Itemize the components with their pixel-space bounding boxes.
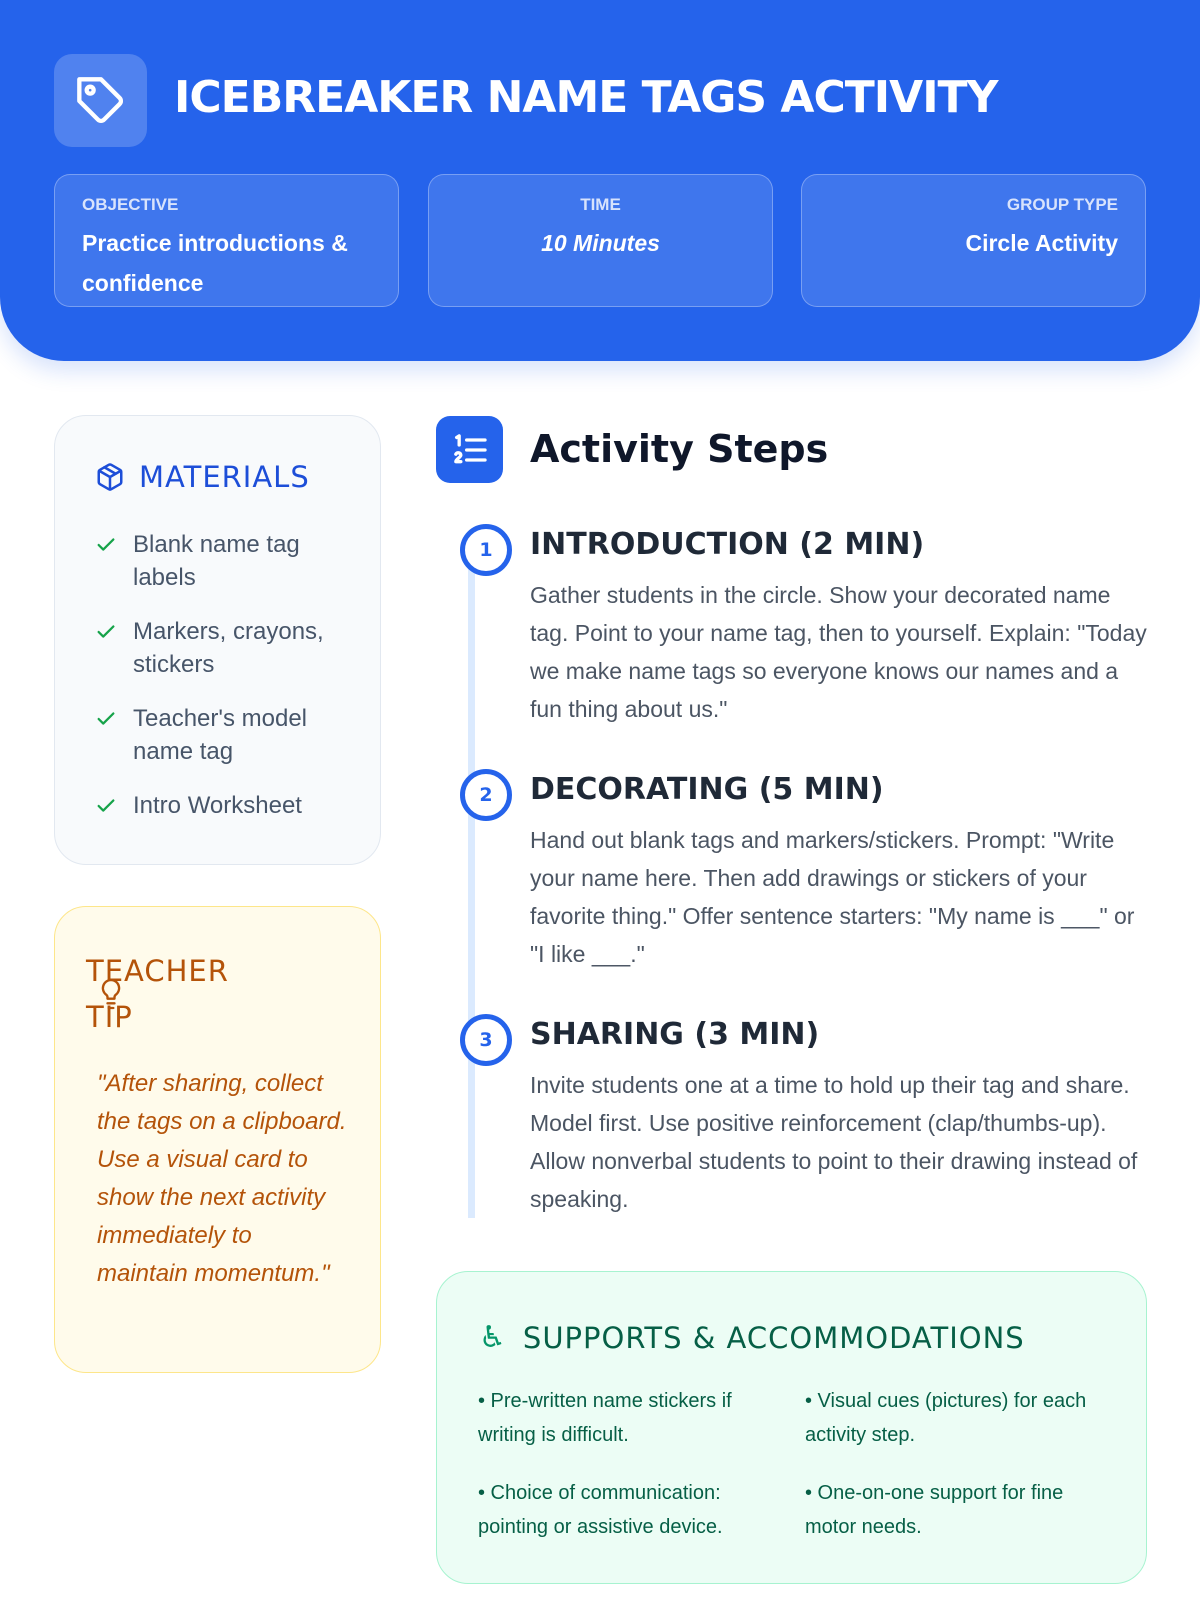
list-item xyxy=(95,528,355,594)
materials-heading-text: MATERIALS xyxy=(139,460,310,494)
support-item: • Choice of communication: pointing or assistive device. xyxy=(478,1482,723,1538)
step-number-badge: 1 xyxy=(460,524,512,576)
step-description: Invite students one at a time to hold up their tag and share. Model first. Use positive reinforcement (clap/thumbs-up). Allow nonverbal students to point to their drawing instead of speaking. xyxy=(530,1072,1138,1212)
step-title: SHARING (3 MIN) xyxy=(530,1017,820,1052)
group-type-value: Circle Activity xyxy=(965,230,1118,256)
step-description: Gather students in the circle. Show your decorated name tag. Point to your name tag, then to yourself. Explain: "Today we make name tags so everyone knows our names and a fun thing about us." xyxy=(530,582,1147,722)
group-type-card xyxy=(801,174,1146,307)
step-description: Hand out blank tags and markers/stickers. Prompt: "Write your name here. Then add drawings or stickers of your favorite thing." Offer sentence starters: "My name is ___" or "I like ___." xyxy=(530,827,1135,967)
supports-heading xyxy=(479,1320,1025,1355)
objective-card xyxy=(54,174,399,307)
support-item: • Pre-written name stickers if writing is difficult. xyxy=(478,1390,732,1446)
page-title: ICEBREAKER NAME TAGS ACTIVITY xyxy=(174,72,998,123)
step-title: INTRODUCTION (2 MIN) xyxy=(530,527,925,562)
step-number-badge: 2 xyxy=(460,769,512,821)
time-label: TIME xyxy=(580,195,621,214)
list-item xyxy=(95,615,355,681)
list-item xyxy=(95,702,355,768)
check-icon xyxy=(95,702,119,735)
numbered-list-icon xyxy=(436,416,503,483)
materials-panel xyxy=(54,415,381,865)
teacher-tip-text: "After sharing, collect the tags on a clipboard. Use a visual card to show the next activity immediately to maintain momentum." xyxy=(97,1070,347,1287)
material-text: Intro Worksheet xyxy=(133,792,302,819)
check-icon xyxy=(95,789,119,822)
supports-panel xyxy=(436,1271,1147,1584)
teacher-tip-heading: TEACHER TIP xyxy=(86,954,229,1034)
check-icon xyxy=(95,528,119,561)
step-title: DECORATING (5 MIN) xyxy=(530,772,884,807)
material-text: Blank name tag labels xyxy=(133,531,300,591)
support-item: • Visual cues (pictures) for each activity step. xyxy=(805,1390,1087,1446)
support-item: • One-on-one support for fine motor needs. xyxy=(805,1482,1064,1538)
header-banner xyxy=(0,0,1200,361)
group-type-label: GROUP TYPE xyxy=(1006,195,1118,214)
list-item xyxy=(95,789,355,822)
materials-list xyxy=(95,528,355,843)
activity-steps-title: Activity Steps xyxy=(530,427,829,471)
time-card xyxy=(428,174,773,307)
accessibility-icon: ♿ xyxy=(479,1320,507,1355)
materials-heading xyxy=(95,460,310,494)
check-icon xyxy=(95,615,119,648)
objective-label: OBJECTIVE xyxy=(82,195,179,214)
box-icon xyxy=(95,462,125,492)
time-value: 10 Minutes xyxy=(541,230,660,256)
supports-heading-text: SUPPORTS & ACCOMMODATIONS xyxy=(522,1320,1025,1355)
material-text: Markers, crayons, stickers xyxy=(133,618,324,678)
material-text: Teacher's model name tag xyxy=(133,705,307,765)
objective-value: Practice introductions & confidence xyxy=(82,230,348,296)
tag-icon xyxy=(54,54,147,147)
timeline-line xyxy=(468,548,475,1218)
step-number-badge: 3 xyxy=(460,1014,512,1066)
